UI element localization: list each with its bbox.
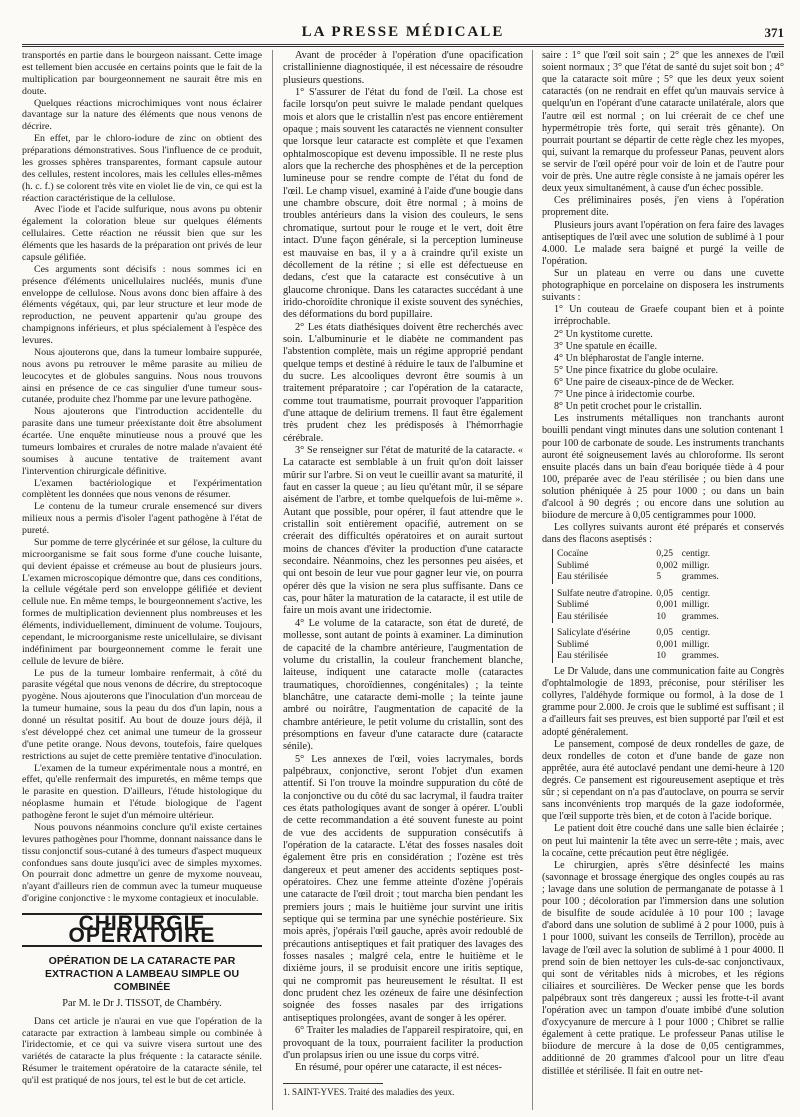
page-number: 371 xyxy=(764,25,784,40)
table-cell: Salicylate d'ésérine xyxy=(553,628,657,640)
paragraph: Le Dr Valude, dans une communication faite au Congrès d'ophtalmologie de 1893, préconise, pour stériliser les collyres, l'aldéhyde formique ou formol, à la dose de 1 gramme pour 2.000. Je crois que le sublimé est suffisant ; il a d'ailleurs fait ses preuves, est bien supporté par l'œil et est adopté généralement. xyxy=(542,665,784,738)
paragraph: Nous ajouterons que l'introduction accidentelle du parasite dans une tumeur préexistante doit être absolument écartée. Une enquête minutieuse nous a prouvé que les tumeurs lombaires et crurales de notre malade n'avaient été soumises à aucune tentative de traitement avant l'intervention chirurgicale définitive. xyxy=(22,406,262,477)
paragraph: 6° Traiter les maladies de l'appareil respiratoire, qui, en provoquant de la toux, pourraient faciliter la production d'un prolapsus irien ou une issue du corps vitré. xyxy=(283,1025,523,1061)
paragraph: Le pansement, composé de deux rondelles de gaze, de deux rondelles de coton et d'une bande de gaze non apprêtée, aura été autoclavé pendant une demi-heure à 120 degrés. Ce pansement est rigoureusement aseptique et très sûr ; si cependant on n'a pas d'autoclave, on pourra se servir sans inconvénients trop marqués de la gaze iodoformée, que l'œil supporte très bien, et de coton à l'acide borique. xyxy=(542,738,784,823)
table-cell: centigr. xyxy=(681,549,710,560)
paragraph: Le chirurgien, après s'être désinfecté les mains (savonnage et brossage énergique des ongles coupés au ras ; lavage dans une solution de permanganate de potasse à 1 pour 100 ; décoloration par l'immersion dans une solution de bisulfite de soude acidulée à 10 pour 100 ; lavage d'abord dans une solution de sublimé à 2 pour 1000, puis à 1 pour 1000, suivant les conseils de Terrillon), procède au lavage de l'œil avec la solution de sublimé à 1 pour 4000. Il prend soin de bien nettoyer les culs-de-sac conjonctivaux, qui sont de véritables nids à microbes, et les régions ciliaires et sourcilières. De Wecker pense que les bords palpébraux sont très dangereux ; aussi les frotte-t-il avant l'opération avec un tampon d'ouate imbibé d'une solution d'oxycyanure de mercure à 1 pour 1000 ; Chibret se rallie également à cette pratique. Le professeur Panas utilise le biiodure de mercure à la dose de 0,05 centigrammes, additionné de 20 grammes d'alcool pour un litre d'eau distillée et stérilisée. Il fait en outre net- xyxy=(542,859,784,1077)
table-cell: 0,25 xyxy=(656,549,673,560)
article-title: OPÉRATION DE LA CATARACTE PAR EXTRACTION A LAMBEAU SIMPLE OU COMBINÉE xyxy=(44,954,240,993)
paragraph: Avant de procéder à l'opération d'une opacification cristallinienne diagnostiquée, il est nécessaire de résoudre plusieurs questions. xyxy=(283,50,523,86)
paragraph: Le contenu de la tumeur crurale ensemencé sur divers milieux nous a permis d'isoler l'agent pathogène à l'état de pureté. xyxy=(22,501,262,536)
paragraph: En résumé, pour opérer une cataracte, il est néces- xyxy=(295,1062,502,1074)
section-title: CHIRURGIE OPÉRATOIRE xyxy=(68,912,216,947)
paragraph: En effet, par le chloro-iodure de zinc on obtient des préparations démonstratives. Sous l'influence de ce produit, les grosses sphères transparentes, formant capsule autour des cellules, restent incolores, mais les cellules elles-mêmes (h. c. f.) se colorent très vite en violet lie de vin, ce qui est la réaction caractéristique de la cellulose. xyxy=(22,133,262,204)
table-cell: milligr. xyxy=(681,560,710,571)
table-cell: grammes. xyxy=(681,572,719,583)
table-cell: Sulfate neutre d'atropine. xyxy=(553,589,657,601)
paragraph: Ces préliminaires posés, j'en viens à l'opération proprement dite. xyxy=(542,195,784,219)
paragraph: Dans cet article je n'aurai en vue que l'opération de la cataracte par extraction à lambeau simple ou combinée à l'iridectomie, et ce qui va suivre visera surtout une des variétés de cataracte la plus fréquente : la cataracte sénile. Résumer le traitement opératoire de la cataracte sénile, tel qu'il est pratiqué de nos jours, tel est le but de cet article. xyxy=(22,1015,262,1086)
paragraph: Nous ajouterons que, dans la tumeur lombaire suppurée, nous avons pu retrouver le même parasite au milieu de leucocytes et de globules sanguins. Nous nous trouvons ainsi en présence de ce cas singulier d'une tumeur sous-cutanée, produite chez l'homme par une levure pathogène. xyxy=(22,346,262,406)
instrument-list xyxy=(542,304,784,413)
table-cell: 0,05 xyxy=(656,628,673,639)
paragraph: 1° S'assurer de l'état du fond de l'œil. La chose est facile lorsqu'on peut suivre le malade pendant quelques mois et alors que le cristallin n'est pas encore entièrement opaque ; mais souvent les cataractés ne viennent consulter que lorsque leur cataracte est complète et que l'examen ophtalmoscopique est devenu impossible. Il ne reste plus alors que la recherche des phosphènes et de la perception lumineuse pour se rendre compte de l'état du fond de l'œil. Le champ visuel, examiné à l'aide d'une bougie dans une chambre obscure, doit être normal ; à moins de troubles antérieurs dans la vision des couleurs, le sens chromatique, surtout pour le rouge et le vert, doit être intact. D'une façon générale, si la perception lumineuse est mauvaise en bas, il y a à craindre qu'il existe un décollement de la rétine ; si elle est défectueuse en dedans, c'est que la cataracte est consécutive à un glaucome chronique. Dans les cataractes succédant à une irido-choroïdite chronique il existe souvent des synéchies, des déformations du bord pupillaire. xyxy=(283,87,523,321)
column-divider xyxy=(272,50,273,1110)
table-cell: 5 xyxy=(656,572,662,583)
list-item: 6° Une paire de ciseaux-pince de de Wecker. xyxy=(554,376,735,388)
table-cell: centigr. xyxy=(681,588,710,599)
paragraph: Les collyres suivants auront été préparés et conservés dans des flacons aseptisés : xyxy=(542,522,784,546)
article-byline: Par M. le Dr J. TISSOT, de Chambéry. xyxy=(62,997,222,1009)
paragraph: L'examen de la tumeur expérimentale nous a montré, en effet, qu'elle renfermait des impuretés, en même temps que le parasite en question. D'ailleurs, l'étude histologique du néoplasme humain et l'étude biologique de l'agent pathogène feront le sujet d'un mémoire ultérieur. xyxy=(22,762,262,821)
paragraph: 3° Se renseigner sur l'état de maturité de la cataracte. « La cataracte est semblable à un fruit qu'on doit laisser mûrir sur l'arbre. Si on veut le cueillir avant sa maturité, il faut en casser la queue ; au lieu qu'étant mûr, il se sépare aisément de l'arbre, et tombe quelquefois de lui-même ». Autant que possible, pour opérer, il faut attendre que le cristallin soit entièrement opacifié, autrement on se créerait des difficultés opératoires et on aurait surtout moins de chances d'éviter la production d'une cataracte secondaire. Néanmoins, chez les personnes peu aisées, et qui ont besoin de leur vue pour gagner leur vie, on pourra opérer dès que la vision ne sera plus suffisante. Dans ce cas, pour hâter la maturation de la cataracte, il est utile de faire un mois avant une iridectomie. xyxy=(283,445,523,617)
footnote-rule xyxy=(283,1083,383,1084)
list-item: 7° Une pince à iridectomie courbe. xyxy=(554,389,695,401)
table-cell: Sublimé xyxy=(553,561,657,573)
paragraph: Sur pomme de terre glycérinée et sur gélose, la culture du microorganisme se fait sous forme d'une couche luisante, qui devient épaisse et crémeuse au bout de plusieurs jours. L'examen microscopique démontre que, dans ces conditions, la cellule végétale perd son enveloppe gélifiée et devient cellule nue. En même temps, le bourgeonnement s'active, les formes de multiplication deviennent plus nombreuses et les éléments, individuellement, diminuent de volume. Toujours, cependant, le microorganisme reste unicellulaire, se divisant indéfiniment par bourgeonnement comme le ferait une cellule de levure de bière. xyxy=(22,536,262,667)
column-1 xyxy=(22,50,262,1087)
list-item: 4° Un blépharostat de l'angle interne. xyxy=(554,352,704,364)
list-item: 3° Une spatule en écaille. xyxy=(554,340,657,352)
table-cell: 0,001 xyxy=(656,600,678,611)
list-item: 2° Un kystitome curette. xyxy=(554,328,653,340)
paragraph: L'examen bactériologique et l'expérimentation complètent les données que nous venons de résumer. xyxy=(22,477,262,501)
table-cell: Cocaïne xyxy=(553,549,657,561)
table-cell: 10 xyxy=(656,611,666,622)
paragraph: Sur un plateau en verre ou dans une cuvette photographique en porcelaine on disposera les instruments suivants : xyxy=(542,267,784,304)
table-cell: milligr. xyxy=(681,639,710,650)
table-cell: Sublimé xyxy=(553,600,657,612)
table-cell: milligr. xyxy=(681,600,710,611)
paragraph: 2° Les états diathésiques doivent être recherchés avec soin. L'albuminurie et le diabète ne commandent pas l'abstention complète, mais un régime approprié pendant quelque temps et destiné à réduire le taux de l'albumine et du sucre. Les alcooliques devront être soumis à un traitement préparatoire ; car l'opération de la cataracte, comme tout traumatisme, pourrait provoquer l'apparition d'une attaque de delirium tremens. Il faut être également très prudent chez les prédisposés à l'hémorrhagie cérébrale. xyxy=(283,321,523,444)
table-cell: grammes. xyxy=(681,651,719,662)
paragraph: 4° Le volume de la cataracte, son état de dureté, de mollesse, sont autant de points à examiner. La diminution de capacité de la chambre antérieure, l'augmentation de volume du cristallin, la couleur franchement blanche, laiteuse, indiquent une cataracte molle (cataractes traumatiques, choroïdiennes, congénitales) ; la teinte blanchâtre, une cataracte demi-molle ; la teinte jaune ambré ou noirâtre, l'augmentation de capacité de la chambre antérieure, le petit volume du cristallin, sont des présomptions en faveur d'une cataracte dure (cataracte sénile). xyxy=(283,617,523,753)
table-cell: Eau stérilisée xyxy=(553,612,657,624)
collyre-table xyxy=(552,549,723,663)
paragraph: Ces arguments sont décisifs : nous sommes ici en présence d'éléments unicellulaires nucléés, munis d'une enveloppe de cellulose. Nous avons donc bien affaire à des éléments végétaux, qui, par leur structure et leur mode de reproduction, ne peuvent appartenir qu'au groupe des champignons inférieurs, et plus spécialement à l'espèce des levures. xyxy=(22,263,262,346)
paragraph: Avec l'iode et l'acide sulfurique, nous avons pu obtenir également la coloration bleue sur quelques éléments cellulaires. Cette réaction ne réussit bien que sur les éléments que les hasards de la préparation ont privés de leur capsule gélifiée. xyxy=(22,204,262,263)
paragraph: transportés en partie dans le bourgeon naissant. Cette image est tellement bien accusée en certains points que le fait de la multiplication par bourgeonnement ne saurait être mis en doute. xyxy=(22,50,262,97)
paragraph: Plusieurs jours avant l'opération on fera faire des lavages antiseptiques de l'œil avec une solution de sublimé à 1 pour 4.000. Le malade sera baigné et purgé la veille de l'opération. xyxy=(542,219,784,267)
header-rule xyxy=(22,44,784,45)
column-divider xyxy=(532,50,533,1110)
table-cell: 0,05 xyxy=(656,588,673,599)
journal-title: LA PRESSE MÉDICALE xyxy=(301,24,505,40)
paragraph: Le pus de la tumeur lombaire renfermait, à côté du parasite végétal que nous venons de décrire, du streptocoque pyogène. Nous ajouterons que l'inoculation d'un morceau de la tumeur humaine, sous la peau du dos d'un lapin, nous a donné un résultat positif. Au bout de douze jours déjà, il s'est développé chez cet animal une tumeur de la grosseur d'une petite orange. Nous devons, toutefois, faire quelques restrictions au sujet de cette première tentative d'inoculation. xyxy=(22,667,262,762)
table-cell: centigr. xyxy=(681,628,710,639)
section-heading-box xyxy=(22,913,262,947)
table-cell: Sublimé xyxy=(553,640,657,652)
list-item: 5° Une pince fixatrice du globe oculaire. xyxy=(554,364,719,376)
paragraph: Le patient doit être couché dans une salle bien éclairée ; on peut lui maintenir la tête avec un serre-tête ; mais, avec la cocaïne, cette précaution peut être négligée. xyxy=(542,823,784,859)
paragraph: 5° Les annexes de l'œil, voies lacrymales, bords palpébraux, conjonctive, seront l'objet d'un examen attentif. Si l'on trouve la moindre suppuration du côté de la conjonctive ou du côté du sac lacrymal, il faudra traiter ces états pathologiques avant de songer à opérer. L'oubli de cette recommandation a été souvent funeste au point de vue des accidents de suppuration consécutifs à l'opération de la cataracte. L'état des fosses nasales doit également être pris en considération ; l'ozène est très dangereux et peut amener des accidents septiques post-opératoires. Chez une femme atteinte d'ozène j'opérais une cataracte de l'œil droit ; tout marcha bien pendant les premiers jours ; mais le huitième jour survint une iritis septique qui se termina par une synéchie postérieure. Six mois après, j'opérais l'œil gauche, après avoir redoublé de précautions antiseptiques et fait pratiquer des lavages des fosses nasales ; malgré cela, entre le huitième et le dixième jours, il se produisit encore une iritis septique, qui ne compromit pas heureusement le résultat. Il est donc prudent chez les ozéneux de faire une désinfection soignée des fosses nasales par des irrigations antiseptiques prolongées, avant de songer à les opérer. xyxy=(283,753,523,1024)
table-cell: Eau stérilisée xyxy=(553,572,657,584)
table-cell: 10 xyxy=(656,651,666,662)
list-item: 1° Un couteau de Graefe coupant bien et à pointe irréprochable. xyxy=(554,304,784,328)
table-cell: Eau stérilisée xyxy=(553,651,657,663)
page-header xyxy=(22,22,784,42)
table-cell: 0,002 xyxy=(656,560,678,571)
footnote: 1. SAINT-YVES. Traité des maladies des yeux. xyxy=(283,1086,455,1097)
column-3 xyxy=(542,50,784,1078)
paragraph: saire : 1° que l'œil soit sain ; 2° que les annexes de l'œil soient normaux ; 3° que l'état de santé du sujet soit bon ; 4° que la cataracte soit mûre ; 5° que les deux yeux soient cataractés (on ne rendrait en effet qu'un mauvais service à quelqu'un en l'opérant d'une cataracte unilatérale, alors que l'autre œil est normal ; on lui créerait de ce chef une hypermétropie très forte, qui serait très gênante). On pourrait pourtant se départir de cette règle chez les myopes, qui, suivant la remarque du professeur Panas, peuvent alors se servir de l'œil opéré pour voir de loin et de l'autre pour voir de près. Une autre règle consiste à ne jamais opérer les deux yeux simultanément, à cause d'un échec possible. xyxy=(542,50,784,195)
paragraph: Les instruments métalliques non tranchants auront bouilli pendant vingt minutes dans une solution contenant 1 pour 100 de carbonate de soude. Les instruments tranchants auront été soigneusement lavés au chloroforme. Ils seront ensuite placés dans un bain d'eau boriquée tiède à 4 pour 100, préparée avec de l'eau stérilisée ; ou bien dans une solution phéniquée à 25 pour 1000 ; ou dans un bain d'alcool à 90 degrés ; ou encore dans une solution au biiodure de mercure à 0,05 centigrammes pour 1000. xyxy=(542,413,784,522)
column-2 xyxy=(283,50,523,1098)
paragraph: Quelques réactions microchimiques vont nous éclairer davantage sur la nature des éléments que nous venons de décrire. xyxy=(22,97,262,133)
header-rule-2 xyxy=(22,46,784,47)
paragraph: Nous pouvons néanmoins conclure qu'il existe certaines levures pathogènes pour l'homme, donnant naissance dans le tissu conjonctif sous-cutané à des tumeurs d'aspect muqueux confondues sans doute jusqu'ici avec de simples myxomes. On pourrait donc admettre un genre de myxome nouveau, n'ayant d'ailleurs rien de commun avec la tumeur muqueuse d'origine conjonctive : le myxome contagieux et inoculable. xyxy=(22,821,262,905)
table-cell: 0,001 xyxy=(656,639,678,650)
table-cell: grammes. xyxy=(681,611,719,622)
list-item: 8° Un petit crochet pour le cristallin. xyxy=(554,401,702,413)
